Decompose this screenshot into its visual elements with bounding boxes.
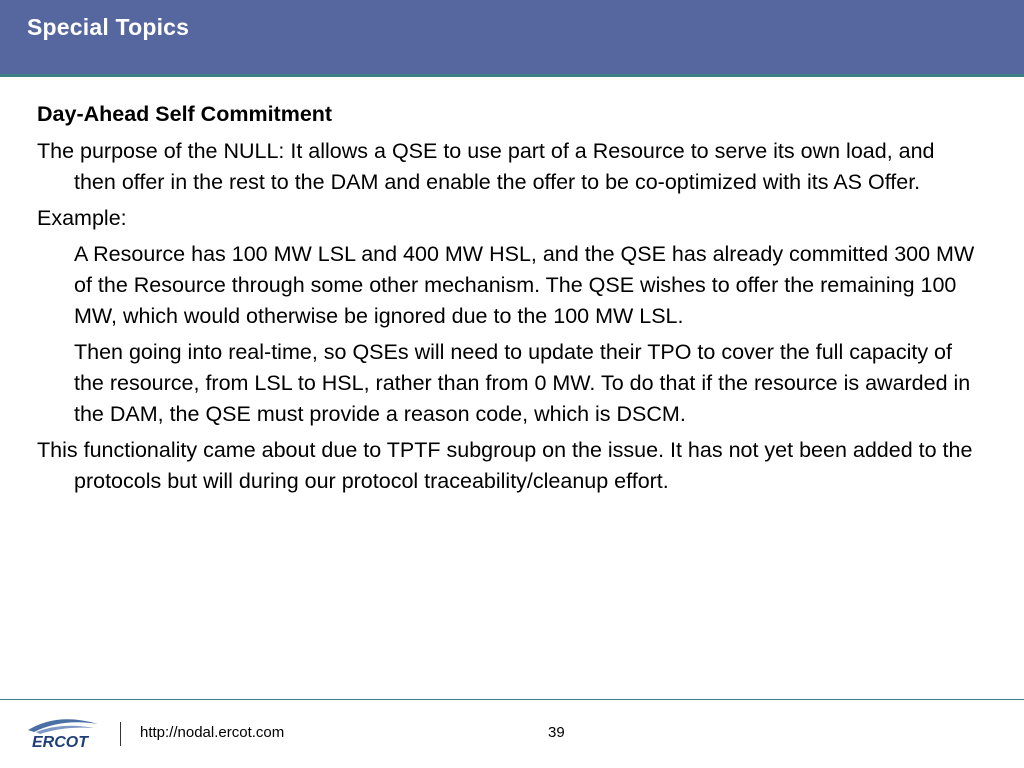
footer-separator xyxy=(120,722,121,746)
example-paragraph-1: A Resource has 100 MW LSL and 400 MW HSL, and the QSE has already committed 300 MW of the Resource through some other mechanism. The QSE wishes to offer the remaining 100 MW, which would otherwise be ignored due to the 100 MW LSL. xyxy=(74,242,975,328)
ercot-logo-icon xyxy=(22,714,102,750)
functionality-paragraph: This functionality came about due to TPTF subgroup on the issue. It has not yet been added to the protocols but will during our protocol traceability/cleanup effort. xyxy=(37,438,973,493)
header-divider xyxy=(0,74,1024,77)
example-label: Example: xyxy=(37,206,127,230)
footer-divider xyxy=(0,699,1024,700)
slide-title: Special Topics xyxy=(27,14,190,40)
example-paragraph-2: Then going into real-time, so QSEs will need to update their TPO to cover the full capacity of the resource, from LSL to HSL, rather than from 0 MW. To do that if the resource is awarded in the DAM, the QSE must provide a reason code, which is DSCM. xyxy=(74,340,971,426)
header-bar xyxy=(0,0,1024,74)
purpose-paragraph: The purpose of the NULL: It allows a QSE to use part of a Resource to serve its own load, and then offer in the rest to the DAM and enable the offer to be co-optimized with its AS Offer. xyxy=(37,139,935,194)
slide-content xyxy=(37,99,977,502)
footer-url: http://nodal.ercot.com xyxy=(140,724,285,741)
logo-wordmark: ERCOT xyxy=(32,734,88,750)
section-heading: Day-Ahead Self Commitment xyxy=(37,102,333,126)
page-number: 39 xyxy=(548,724,565,741)
